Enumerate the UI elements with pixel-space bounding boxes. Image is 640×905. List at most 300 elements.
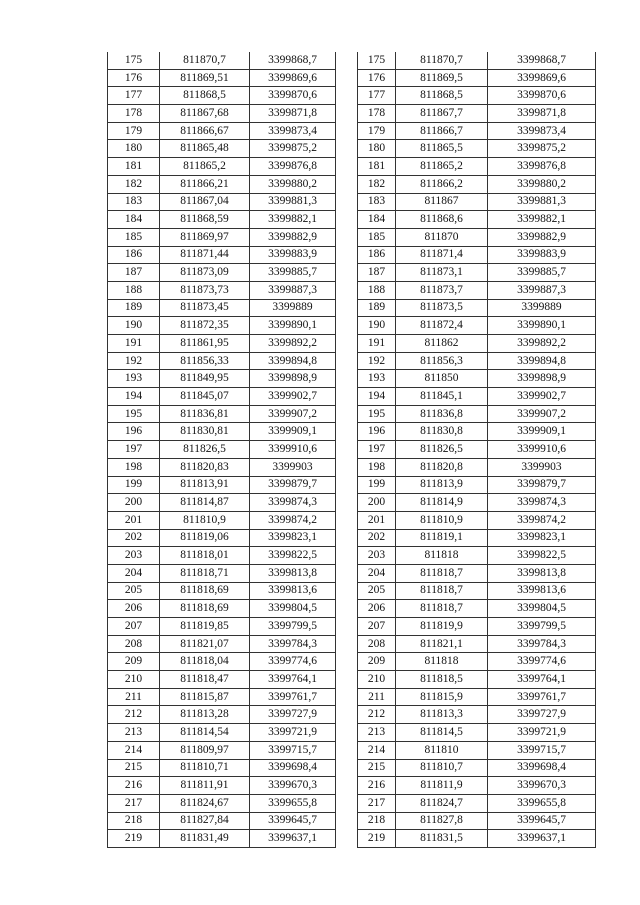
x-coordinate-cell: 811845,07 [160,388,250,406]
point-number-cell: 190 [358,317,396,335]
point-number-cell: 201 [108,511,160,529]
x-coordinate-cell: 811865,2 [160,158,250,176]
y-coordinate-cell: 3399645,7 [488,812,596,830]
table-row [108,582,336,600]
point-number-cell: 181 [108,158,160,176]
point-number-cell: 189 [108,299,160,317]
x-coordinate-cell: 811820,83 [160,458,250,476]
point-number-cell: 197 [108,441,160,459]
table-row [108,441,336,459]
table-row [108,423,336,441]
x-coordinate-cell: 811868,5 [160,87,250,105]
y-coordinate-cell: 3399883,9 [250,246,336,264]
point-number-cell: 204 [108,564,160,582]
y-coordinate-cell: 3399868,7 [488,52,596,69]
y-coordinate-cell: 3399715,7 [250,741,336,759]
point-number-cell: 188 [358,281,396,299]
table-row [358,228,596,246]
y-coordinate-cell: 3399883,9 [488,246,596,264]
table-row [358,441,596,459]
table-row [108,724,336,742]
table-row [108,105,336,123]
coordinates-table-right [357,52,596,848]
x-coordinate-cell: 811824,67 [160,794,250,812]
x-coordinate-cell: 811830,8 [396,423,488,441]
point-number-cell: 203 [358,547,396,565]
y-coordinate-cell: 3399879,7 [250,476,336,494]
x-coordinate-cell: 811826,5 [160,441,250,459]
y-coordinate-cell: 3399874,2 [250,511,336,529]
point-number-cell: 186 [358,246,396,264]
y-coordinate-cell: 3399784,3 [488,635,596,653]
point-number-cell: 177 [358,87,396,105]
x-coordinate-cell: 811818,01 [160,547,250,565]
y-coordinate-cell: 3399894,8 [488,352,596,370]
y-coordinate-cell: 3399804,5 [250,600,336,618]
point-number-cell: 180 [108,140,160,158]
point-number-cell: 210 [358,671,396,689]
y-coordinate-cell: 3399813,6 [488,582,596,600]
table-row [108,458,336,476]
y-coordinate-cell: 3399715,7 [488,741,596,759]
table-row [358,122,596,140]
x-coordinate-cell: 811830,81 [160,423,250,441]
point-number-cell: 212 [108,706,160,724]
point-number-cell: 211 [108,688,160,706]
point-number-cell: 186 [108,246,160,264]
y-coordinate-cell: 3399761,7 [488,688,596,706]
x-coordinate-cell: 811872,35 [160,317,250,335]
x-coordinate-cell: 811813,3 [396,706,488,724]
point-number-cell: 195 [108,405,160,423]
table-row [108,547,336,565]
table-row [108,564,336,582]
table-row [358,388,596,406]
point-number-cell: 206 [358,600,396,618]
table-row [358,547,596,565]
x-coordinate-cell: 811813,28 [160,706,250,724]
table-row [358,140,596,158]
point-number-cell: 193 [108,370,160,388]
x-coordinate-cell: 811818,69 [160,600,250,618]
point-number-cell: 198 [108,458,160,476]
point-number-cell: 176 [358,69,396,87]
y-coordinate-cell: 3399874,3 [250,494,336,512]
y-coordinate-cell: 3399637,1 [250,830,336,848]
x-coordinate-cell: 811818,7 [396,564,488,582]
x-coordinate-cell: 811818,04 [160,653,250,671]
y-coordinate-cell: 3399823,1 [250,529,336,547]
x-coordinate-cell: 811813,9 [396,476,488,494]
y-coordinate-cell: 3399823,1 [488,529,596,547]
point-number-cell: 219 [108,830,160,848]
table-row [358,830,596,848]
table-row [358,706,596,724]
point-number-cell: 205 [108,582,160,600]
table-row [358,582,596,600]
table-row [108,671,336,689]
y-coordinate-cell: 3399881,3 [488,193,596,211]
y-coordinate-cell: 3399889 [250,299,336,317]
point-number-cell: 187 [108,264,160,282]
point-number-cell: 199 [108,476,160,494]
x-coordinate-cell: 811868,5 [396,87,488,105]
table-row [358,494,596,512]
y-coordinate-cell: 3399882,1 [488,211,596,229]
point-number-cell: 201 [358,511,396,529]
x-coordinate-cell: 811819,85 [160,618,250,636]
y-coordinate-cell: 3399875,2 [488,140,596,158]
y-coordinate-cell: 3399869,6 [488,69,596,87]
table-row [108,370,336,388]
table-row [108,830,336,848]
y-coordinate-cell: 3399889 [488,299,596,317]
point-number-cell: 191 [358,335,396,353]
table-row [108,511,336,529]
table-row [358,352,596,370]
y-coordinate-cell: 3399764,1 [250,671,336,689]
y-coordinate-cell: 3399894,8 [250,352,336,370]
table-row [108,494,336,512]
point-number-cell: 200 [358,494,396,512]
x-coordinate-cell: 811866,7 [396,122,488,140]
table-row [358,264,596,282]
point-number-cell: 211 [358,688,396,706]
table-row [358,671,596,689]
point-number-cell: 212 [358,706,396,724]
table-row [108,87,336,105]
point-number-cell: 184 [108,211,160,229]
point-number-cell: 206 [108,600,160,618]
point-number-cell: 218 [108,812,160,830]
y-coordinate-cell: 3399804,5 [488,600,596,618]
y-coordinate-cell: 3399871,8 [250,105,336,123]
point-number-cell: 208 [108,635,160,653]
table-row [108,335,336,353]
table-row [358,52,596,69]
table-row [358,370,596,388]
table-body [358,52,596,847]
x-coordinate-cell: 811873,1 [396,264,488,282]
y-coordinate-cell: 3399761,7 [250,688,336,706]
table-row [358,317,596,335]
y-coordinate-cell: 3399799,5 [488,618,596,636]
y-coordinate-cell: 3399876,8 [488,158,596,176]
y-coordinate-cell: 3399721,9 [488,724,596,742]
x-coordinate-cell: 811810,7 [396,759,488,777]
y-coordinate-cell: 3399887,3 [250,281,336,299]
y-coordinate-cell: 3399902,7 [488,388,596,406]
y-coordinate-cell: 3399698,4 [250,759,336,777]
x-coordinate-cell: 811868,59 [160,211,250,229]
table-row [108,777,336,795]
x-coordinate-cell: 811868,6 [396,211,488,229]
x-coordinate-cell: 811820,8 [396,458,488,476]
table-row [358,812,596,830]
point-number-cell: 182 [108,175,160,193]
x-coordinate-cell: 811836,8 [396,405,488,423]
y-coordinate-cell: 3399890,1 [250,317,336,335]
point-number-cell: 217 [358,794,396,812]
x-coordinate-cell: 811869,51 [160,69,250,87]
point-number-cell: 210 [108,671,160,689]
table-row [108,653,336,671]
y-coordinate-cell: 3399885,7 [488,264,596,282]
point-number-cell: 207 [108,618,160,636]
x-coordinate-cell: 811866,2 [396,175,488,193]
y-coordinate-cell: 3399898,9 [250,370,336,388]
y-coordinate-cell: 3399892,2 [488,335,596,353]
x-coordinate-cell: 811814,87 [160,494,250,512]
table-row [358,529,596,547]
point-number-cell: 187 [358,264,396,282]
point-number-cell: 193 [358,370,396,388]
x-coordinate-cell: 811819,1 [396,529,488,547]
y-coordinate-cell: 3399907,2 [488,405,596,423]
x-coordinate-cell: 811873,73 [160,281,250,299]
y-coordinate-cell: 3399881,3 [250,193,336,211]
x-coordinate-cell: 811818,71 [160,564,250,582]
y-coordinate-cell: 3399873,4 [250,122,336,140]
x-coordinate-cell: 811831,5 [396,830,488,848]
x-coordinate-cell: 811814,5 [396,724,488,742]
x-coordinate-cell: 811827,8 [396,812,488,830]
y-coordinate-cell: 3399870,6 [250,87,336,105]
x-coordinate-cell: 811836,81 [160,405,250,423]
y-coordinate-cell: 3399898,9 [488,370,596,388]
x-coordinate-cell: 811810,71 [160,759,250,777]
point-number-cell: 179 [358,122,396,140]
x-coordinate-cell: 811873,7 [396,281,488,299]
table-row [358,688,596,706]
table-row [358,458,596,476]
table-row [358,600,596,618]
x-coordinate-cell: 811871,4 [396,246,488,264]
x-coordinate-cell: 811819,9 [396,618,488,636]
table-row [108,794,336,812]
x-coordinate-cell: 811850 [396,370,488,388]
y-coordinate-cell: 3399813,8 [250,564,336,582]
point-number-cell: 177 [108,87,160,105]
x-coordinate-cell: 811865,5 [396,140,488,158]
x-coordinate-cell: 811811,9 [396,777,488,795]
x-coordinate-cell: 811870 [396,228,488,246]
table-row [108,317,336,335]
y-coordinate-cell: 3399874,2 [488,511,596,529]
x-coordinate-cell: 811809,97 [160,741,250,759]
y-coordinate-cell: 3399869,6 [250,69,336,87]
x-coordinate-cell: 811814,9 [396,494,488,512]
point-number-cell: 179 [108,122,160,140]
table-row [358,193,596,211]
point-number-cell: 202 [358,529,396,547]
x-coordinate-cell: 811867,68 [160,105,250,123]
y-coordinate-cell: 3399910,6 [488,441,596,459]
y-coordinate-cell: 3399892,2 [250,335,336,353]
table-row [358,246,596,264]
point-number-cell: 175 [358,52,396,69]
table-row [108,688,336,706]
point-number-cell: 215 [108,759,160,777]
table-row [358,777,596,795]
point-number-cell: 194 [108,388,160,406]
x-coordinate-cell: 811867,7 [396,105,488,123]
point-number-cell: 188 [108,281,160,299]
y-coordinate-cell: 3399879,7 [488,476,596,494]
x-coordinate-cell: 811821,1 [396,635,488,653]
point-number-cell: 216 [358,777,396,795]
table-row [108,352,336,370]
y-coordinate-cell: 3399890,1 [488,317,596,335]
point-number-cell: 213 [108,724,160,742]
x-coordinate-cell: 811867 [396,193,488,211]
point-number-cell: 208 [358,635,396,653]
x-coordinate-cell: 811869,97 [160,228,250,246]
table-row [358,635,596,653]
table-row [358,618,596,636]
table-row [358,653,596,671]
point-number-cell: 182 [358,175,396,193]
x-coordinate-cell: 811856,33 [160,352,250,370]
y-coordinate-cell: 3399645,7 [250,812,336,830]
table-row [358,69,596,87]
x-coordinate-cell: 811856,3 [396,352,488,370]
table-row [108,741,336,759]
x-coordinate-cell: 811870,7 [160,52,250,69]
y-coordinate-cell: 3399799,5 [250,618,336,636]
x-coordinate-cell: 811818,7 [396,582,488,600]
y-coordinate-cell: 3399774,6 [488,653,596,671]
table-row [108,228,336,246]
table-row [358,211,596,229]
table-row [108,52,336,69]
x-coordinate-cell: 811827,84 [160,812,250,830]
point-number-cell: 214 [358,741,396,759]
point-number-cell: 175 [108,52,160,69]
point-number-cell: 209 [108,653,160,671]
x-coordinate-cell: 811870,7 [396,52,488,69]
x-coordinate-cell: 811867,04 [160,193,250,211]
table-row [358,299,596,317]
y-coordinate-cell: 3399871,8 [488,105,596,123]
y-coordinate-cell: 3399822,5 [250,547,336,565]
coordinates-table-left [107,52,336,848]
y-coordinate-cell: 3399764,1 [488,671,596,689]
table-row [108,246,336,264]
x-coordinate-cell: 811818 [396,653,488,671]
y-coordinate-cell: 3399868,7 [250,52,336,69]
x-coordinate-cell: 811869,5 [396,69,488,87]
y-coordinate-cell: 3399903 [250,458,336,476]
y-coordinate-cell: 3399698,4 [488,759,596,777]
y-coordinate-cell: 3399822,5 [488,547,596,565]
table-row [108,600,336,618]
point-number-cell: 178 [108,105,160,123]
x-coordinate-cell: 811872,4 [396,317,488,335]
point-number-cell: 178 [358,105,396,123]
x-coordinate-cell: 811873,09 [160,264,250,282]
point-number-cell: 207 [358,618,396,636]
table-row [358,281,596,299]
table-row [358,476,596,494]
x-coordinate-cell: 811815,87 [160,688,250,706]
y-coordinate-cell: 3399885,7 [250,264,336,282]
table-row [108,140,336,158]
table-row [358,158,596,176]
y-coordinate-cell: 3399882,9 [488,228,596,246]
y-coordinate-cell: 3399637,1 [488,830,596,848]
x-coordinate-cell: 811813,91 [160,476,250,494]
table-row [358,511,596,529]
table-row [358,335,596,353]
table-row [108,405,336,423]
x-coordinate-cell: 811845,1 [396,388,488,406]
table-row [108,759,336,777]
y-coordinate-cell: 3399655,8 [488,794,596,812]
point-number-cell: 181 [358,158,396,176]
point-number-cell: 198 [358,458,396,476]
y-coordinate-cell: 3399655,8 [250,794,336,812]
x-coordinate-cell: 811862 [396,335,488,353]
y-coordinate-cell: 3399670,3 [488,777,596,795]
y-coordinate-cell: 3399903 [488,458,596,476]
x-coordinate-cell: 811849,95 [160,370,250,388]
point-number-cell: 199 [358,476,396,494]
y-coordinate-cell: 3399907,2 [250,405,336,423]
y-coordinate-cell: 3399909,1 [488,423,596,441]
x-coordinate-cell: 811818,47 [160,671,250,689]
x-coordinate-cell: 811814,54 [160,724,250,742]
table-row [358,794,596,812]
x-coordinate-cell: 811826,5 [396,441,488,459]
x-coordinate-cell: 811818,7 [396,600,488,618]
point-number-cell: 185 [358,228,396,246]
table-row [108,706,336,724]
table-row [358,741,596,759]
point-number-cell: 195 [358,405,396,423]
x-coordinate-cell: 811819,06 [160,529,250,547]
table-row [358,87,596,105]
x-coordinate-cell: 811861,95 [160,335,250,353]
point-number-cell: 205 [358,582,396,600]
table-row [108,175,336,193]
x-coordinate-cell: 811865,2 [396,158,488,176]
point-number-cell: 216 [108,777,160,795]
point-number-cell: 194 [358,388,396,406]
x-coordinate-cell: 811818,69 [160,582,250,600]
y-coordinate-cell: 3399876,8 [250,158,336,176]
table-row [108,476,336,494]
y-coordinate-cell: 3399909,1 [250,423,336,441]
y-coordinate-cell: 3399880,2 [250,175,336,193]
point-number-cell: 192 [358,352,396,370]
point-number-cell: 190 [108,317,160,335]
y-coordinate-cell: 3399875,2 [250,140,336,158]
y-coordinate-cell: 3399874,3 [488,494,596,512]
y-coordinate-cell: 3399870,6 [488,87,596,105]
point-number-cell: 176 [108,69,160,87]
x-coordinate-cell: 811866,21 [160,175,250,193]
table-row [108,193,336,211]
table-row [358,564,596,582]
point-number-cell: 219 [358,830,396,848]
table-row [358,423,596,441]
point-number-cell: 209 [358,653,396,671]
point-number-cell: 191 [108,335,160,353]
x-coordinate-cell: 811811,91 [160,777,250,795]
y-coordinate-cell: 3399910,6 [250,441,336,459]
point-number-cell: 200 [108,494,160,512]
